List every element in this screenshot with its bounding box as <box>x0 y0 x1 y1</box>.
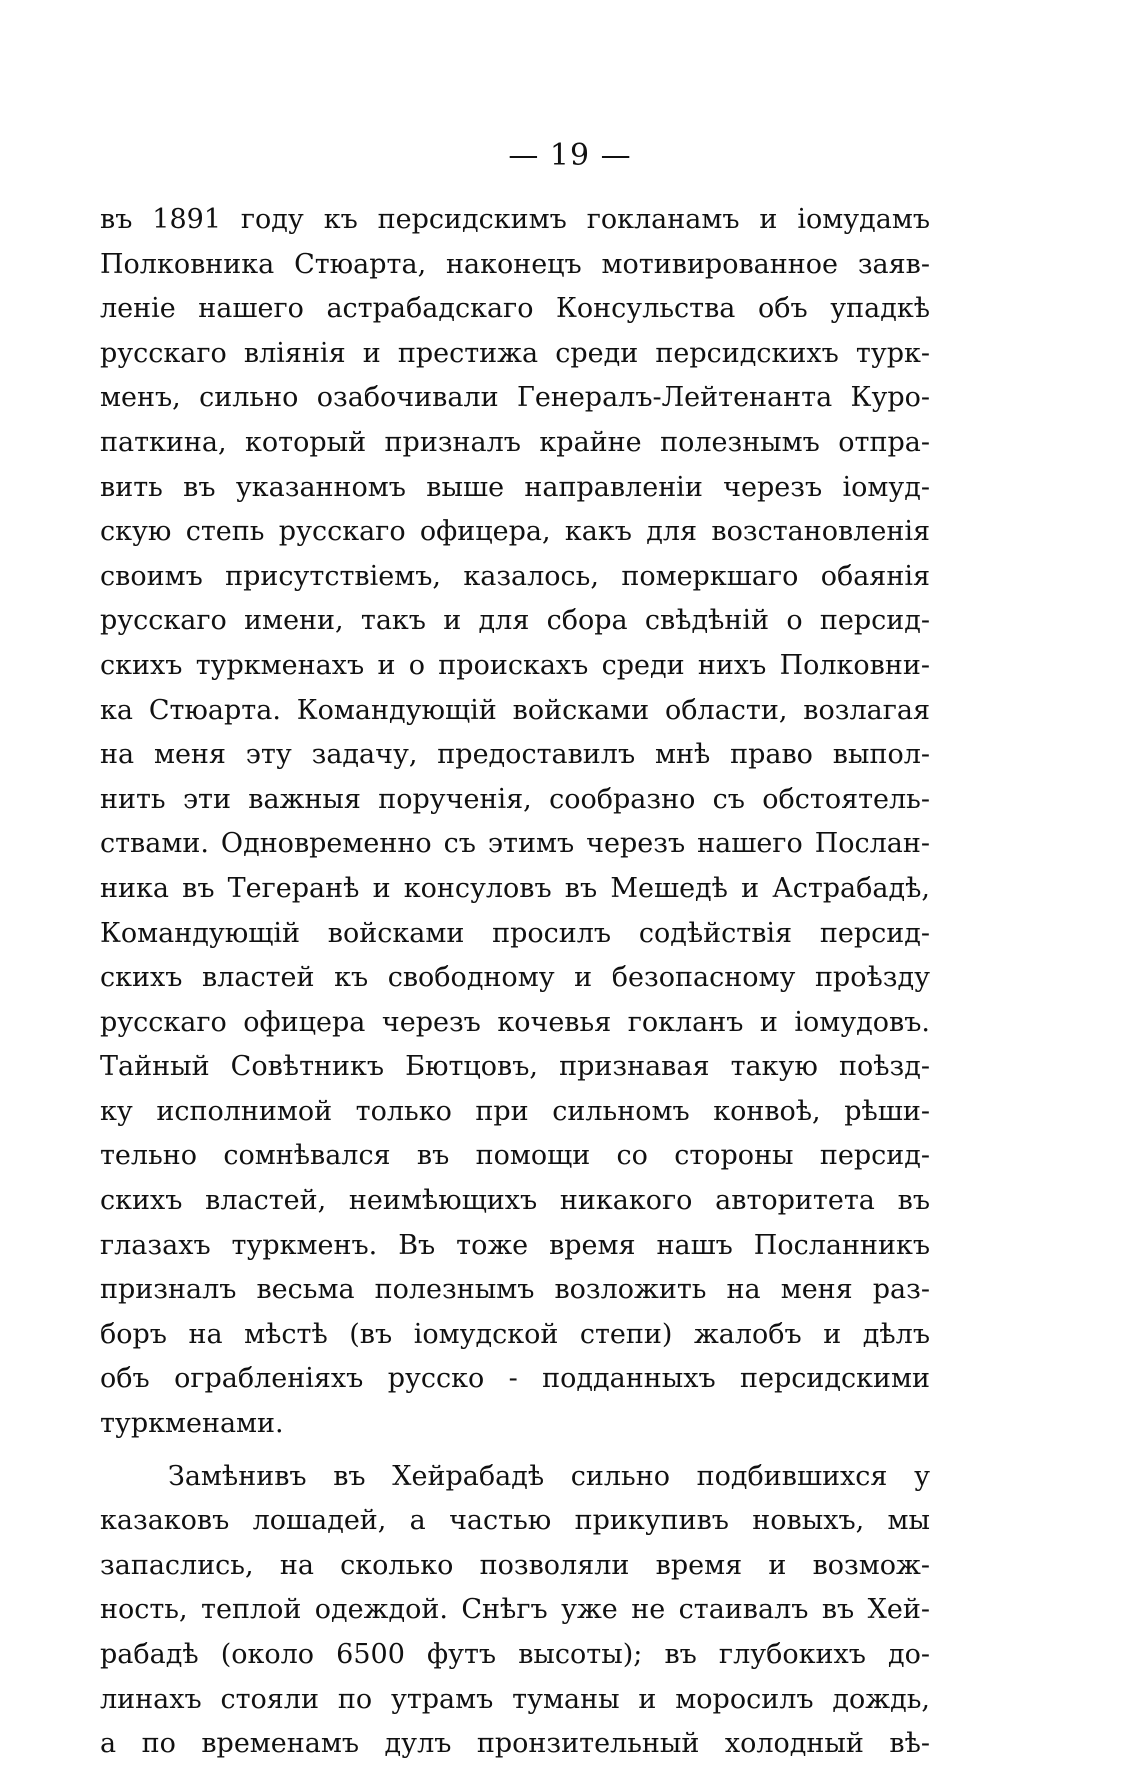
text-line: скихъ туркменахъ и о проискахъ среди нихъ Полковни- <box>100 649 930 681</box>
text-line: русскаго вліянія и престижа среди персидскихъ турк- <box>100 337 930 369</box>
text-line: ность, теплой одеждой. Снѣгъ уже не стаивалъ въ Хей- <box>100 1594 930 1626</box>
text-line: тельно сомнѣвался въ помощи со стороны персид- <box>100 1140 930 1172</box>
page-number: — 19 — <box>508 138 632 173</box>
text-line: въ 1891 году къ персидскимъ гокланамъ и іомудамъ <box>100 204 930 235</box>
text-line: ка Стюарта. Командующій войсками области, возлагая <box>100 694 930 726</box>
text-line: вить въ указанномъ выше направленіи черезъ іомуд- <box>100 471 930 503</box>
paragraph-gap <box>100 1447 930 1455</box>
text-line: скую степь русскаго офицера, какъ для возстановленія <box>100 516 930 548</box>
text-line: паткина, который призналъ крайне полезнымъ отпра- <box>100 426 930 458</box>
text-line: нить эти важныя порученія, сообразно съ обстоятель- <box>100 783 930 815</box>
text-line: менъ, сильно озабочивали Генералъ-Лейтенанта Куро- <box>100 382 930 414</box>
text-line: русскаго имени, такъ и для сбора свѣдѣній о персид- <box>100 605 930 637</box>
text-line: ствами. Одновременно съ этимъ черезъ нашего Послан- <box>100 828 930 860</box>
text-line: казаковъ лошадей, а частью прикупивъ новыхъ, мы <box>100 1505 930 1537</box>
text-line: скихъ властей къ свободному и безопасному проѣзду <box>100 962 930 994</box>
text-line: боръ на мѣстѣ (въ іомудской степи) жалобъ и дѣлъ <box>100 1318 930 1350</box>
text-line: запаслись, на сколько позволяли время и возмож- <box>100 1549 930 1581</box>
text-line: ку исполнимой только при сильномъ конвоѣ, рѣши- <box>100 1095 930 1127</box>
body-text <box>100 198 930 1767</box>
text-line: Полковника Стюарта, наконецъ мотивированное заяв- <box>100 248 930 280</box>
text-line: на меня эту задачу, предоставилъ мнѣ право выпол- <box>100 739 930 771</box>
text-line: объ ограбленіяхъ русско - подданныхъ персидскими <box>100 1363 930 1395</box>
text-line: глазахъ туркменъ. Въ тоже время нашъ Посланникъ <box>100 1229 930 1261</box>
text-line: ника въ Тегеранѣ и консуловъ въ Мешедѣ и Астрабадѣ, <box>100 872 930 904</box>
text-line: леніе нашего астрабадскаго Консульства объ упадкѣ <box>100 293 930 325</box>
text-line: Тайный Совѣтникъ Бютцовъ, признавая такую поѣзд- <box>100 1051 930 1083</box>
text-line: своимъ присутствіемъ, казалось, померкшаго обаянія <box>100 560 930 592</box>
text-line: рабадѣ (около 6500 футъ высоты); въ глубокихъ до- <box>100 1639 930 1670</box>
text-line: Командующій войсками просилъ содѣйствія персид- <box>100 917 930 949</box>
text-line: а по временамъ дулъ пронзительный холодный вѣ- <box>100 1728 930 1760</box>
paragraph-1 <box>100 198 930 1447</box>
text-line: туркменами. <box>100 1408 284 1440</box>
text-line: Замѣнивъ въ Хейрабадѣ сильно подбившихся у <box>168 1460 930 1492</box>
paragraph-2 <box>100 1455 930 1767</box>
text-line: призналъ весьма полезнымъ возложить на меня раз- <box>100 1274 930 1306</box>
text-line: линахъ стояли по утрамъ туманы и моросилъ дождь, <box>100 1683 930 1715</box>
text-line: русскаго офицера черезъ кочевья гокланъ и іомудовъ. <box>100 1006 930 1038</box>
text-line: скихъ властей, неимѣющихъ никакого авторитета въ <box>100 1185 930 1217</box>
